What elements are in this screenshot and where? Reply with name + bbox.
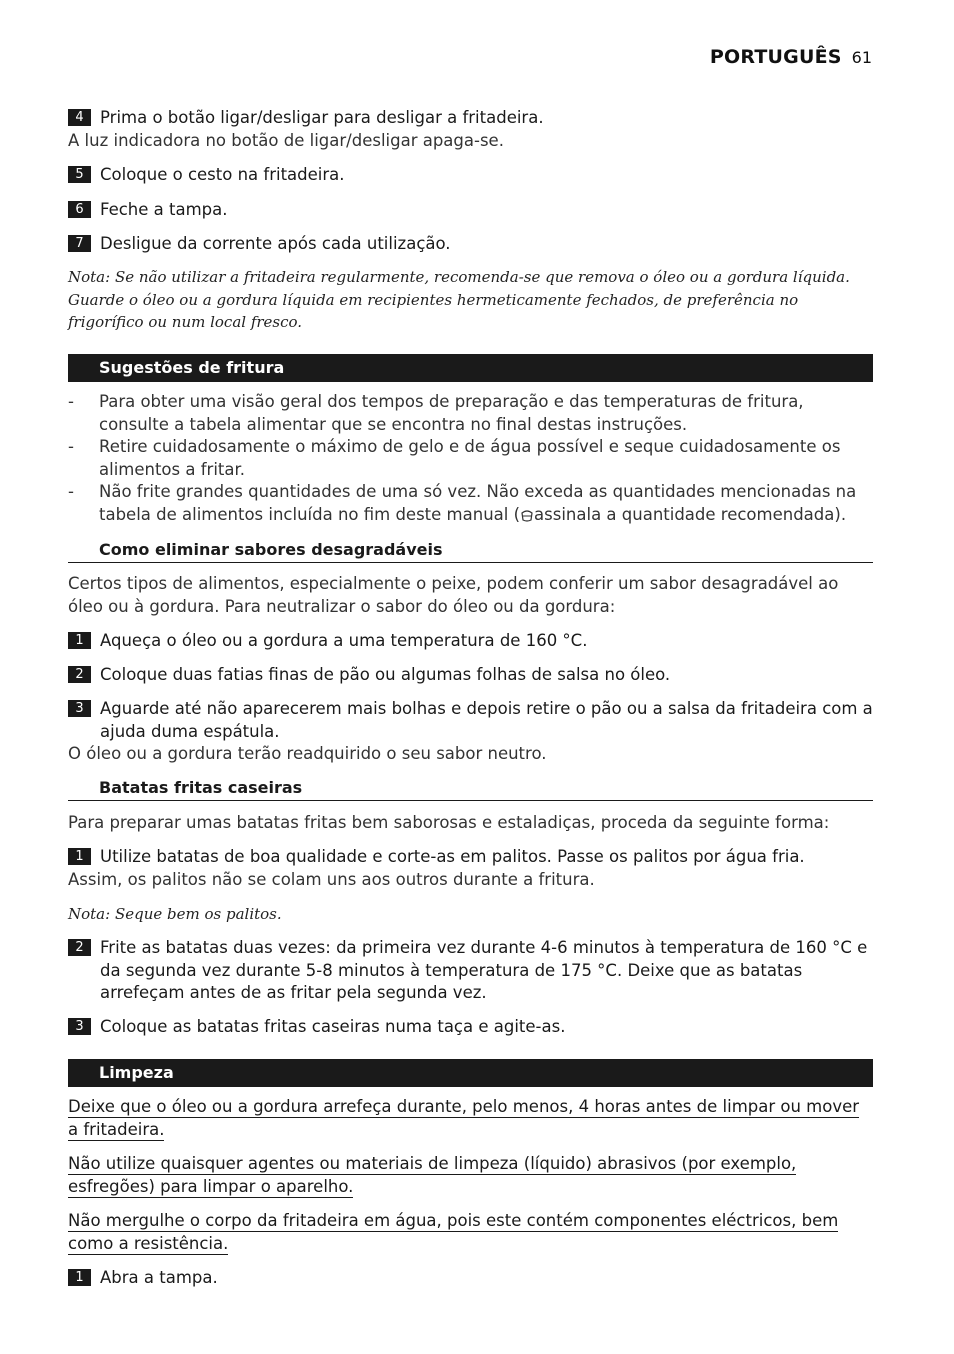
cleaning-warning-3: Não mergulhe o corpo da fritadeira em água, pois este contém componentes eléctricos, bem como a resistência. — [68, 1211, 839, 1253]
step-text: Aguarde até não aparecerem mais bolhas e depois retire o pão ou a salsa da fritadeira com a ajuda duma espátula. — [100, 699, 873, 741]
page-number: 61 — [851, 48, 872, 67]
cleaning-warning-1: Deixe que o óleo ou a gordura arrefeça durante, pelo menos, 4 horas antes de limpar ou mover a fritadeira. — [68, 1097, 860, 1139]
tips-list — [68, 391, 873, 526]
flavours-intro: Certos tipos de alimentos, especialmente o peixe, podem conferir um sabor desagradável ao óleo ou à gordura. Para neutralizar o sabor do óleo ou da gordura: — [68, 574, 839, 616]
flavours-outro: O óleo ou a gordura terão readquirido o seu sabor neutro. — [68, 744, 547, 763]
storage-note: Nota: Se não utilizar a fritadeira regularmente, recomenda-se que remova o óleo ou a gordura líquida. Guarde o óleo ou a gordura líquida em recipientes hermeticamente fechados, de preferência no frigorífico ou num local fresco. — [68, 268, 850, 331]
step-number: 1 — [68, 632, 91, 649]
cleaning-warning-2: Não utilize quaisquer agentes ou materiais de limpeza (líquido) abrasivos (por exemplo, esfregões) para limpar o aparelho. — [68, 1154, 797, 1196]
step-text: Coloque o cesto na fritadeira. — [100, 165, 345, 184]
step-number: 1 — [68, 848, 91, 865]
step-result: Assim, os palitos não se colam uns aos outros durante a fritura. — [68, 869, 595, 889]
section-heading-tips: Sugestões de fritura — [68, 354, 873, 382]
step-5 — [68, 164, 873, 187]
step-text: Coloque duas fatias finas de pão ou algumas folhas de salsa no óleo. — [100, 665, 671, 684]
cleaning-step-1 — [68, 1267, 873, 1290]
step-4 — [68, 107, 873, 152]
chips-step-3 — [68, 1016, 873, 1039]
list-item: - Retire cuidadosamente o máximo de gelo e de água possível e seque cuidadosamente os alimentos a fritar. — [68, 437, 841, 479]
step-text: Abra a tampa. — [100, 1268, 218, 1287]
step-number: 3 — [68, 700, 91, 717]
step-number: 7 — [68, 235, 91, 252]
section-heading-flavours: Como eliminar sabores desagradáveis — [68, 538, 873, 563]
fryer-basket-icon — [521, 509, 533, 522]
step-number: 6 — [68, 201, 91, 218]
step-number: 2 — [68, 666, 91, 683]
step-number: 5 — [68, 166, 91, 183]
step-text: Frite as batatas duas vezes: da primeira vez durante 4-6 minutos à temperatura de 160 °C e da segunda vez durante 5-8 minutos à temperatura de 175 °C. Deixe que as batatas arrefeçam antes de as fritar pela segunda vez. — [100, 938, 868, 1002]
step-text: Aqueça o óleo ou a gordura a uma temperatura de 160 °C. — [100, 631, 588, 650]
step-text: Feche a tampa. — [100, 200, 228, 219]
section-heading-cleaning: Limpeza — [68, 1059, 873, 1087]
flavours-step-1 — [68, 630, 873, 653]
step-6 — [68, 199, 873, 222]
chips-step-1 — [68, 846, 873, 891]
step-7 — [68, 233, 873, 256]
step-text: Coloque as batatas fritas caseiras numa taça e agite-as. — [100, 1017, 566, 1036]
page-header — [710, 46, 872, 68]
chips-note: Nota: Seque bem os palitos. — [68, 905, 282, 923]
chips-intro: Para preparar umas batatas fritas bem saborosas e estaladiças, proceda da seguinte forma: — [68, 813, 830, 832]
step-result: A luz indicadora no botão de ligar/desligar apaga-se. — [68, 130, 504, 150]
list-item: - Para obter uma visão geral dos tempos de preparação e das temperaturas de fritura, consulte a tabela alimentar que se encontra no final destas instruções. — [68, 392, 804, 434]
flavours-step-3 — [68, 698, 873, 766]
language-label: PORTUGUÊS — [709, 46, 842, 68]
step-number: 3 — [68, 1018, 91, 1035]
section-heading-chips: Batatas fritas caseiras — [68, 776, 873, 801]
step-text: Prima o botão ligar/desligar para desligar a fritadeira. — [100, 108, 544, 127]
step-text: Utilize batatas de boa qualidade e corte-as em palitos. Passe os palitos por água fria. — [100, 847, 805, 866]
chips-step-2 — [68, 937, 873, 1005]
step-text: Desligue da corrente após cada utilização. — [100, 234, 451, 253]
step-number: 1 — [68, 1269, 91, 1286]
flavours-step-2 — [68, 664, 873, 687]
step-number: 2 — [68, 939, 91, 956]
list-item: - Não frite grandes quantidades de uma só vez. Não exceda as quantidades mencionadas na tabela de alimentos incluída no fim deste manual ( assinala a quantidade recomendada). — [68, 482, 857, 524]
step-number: 4 — [68, 109, 91, 126]
